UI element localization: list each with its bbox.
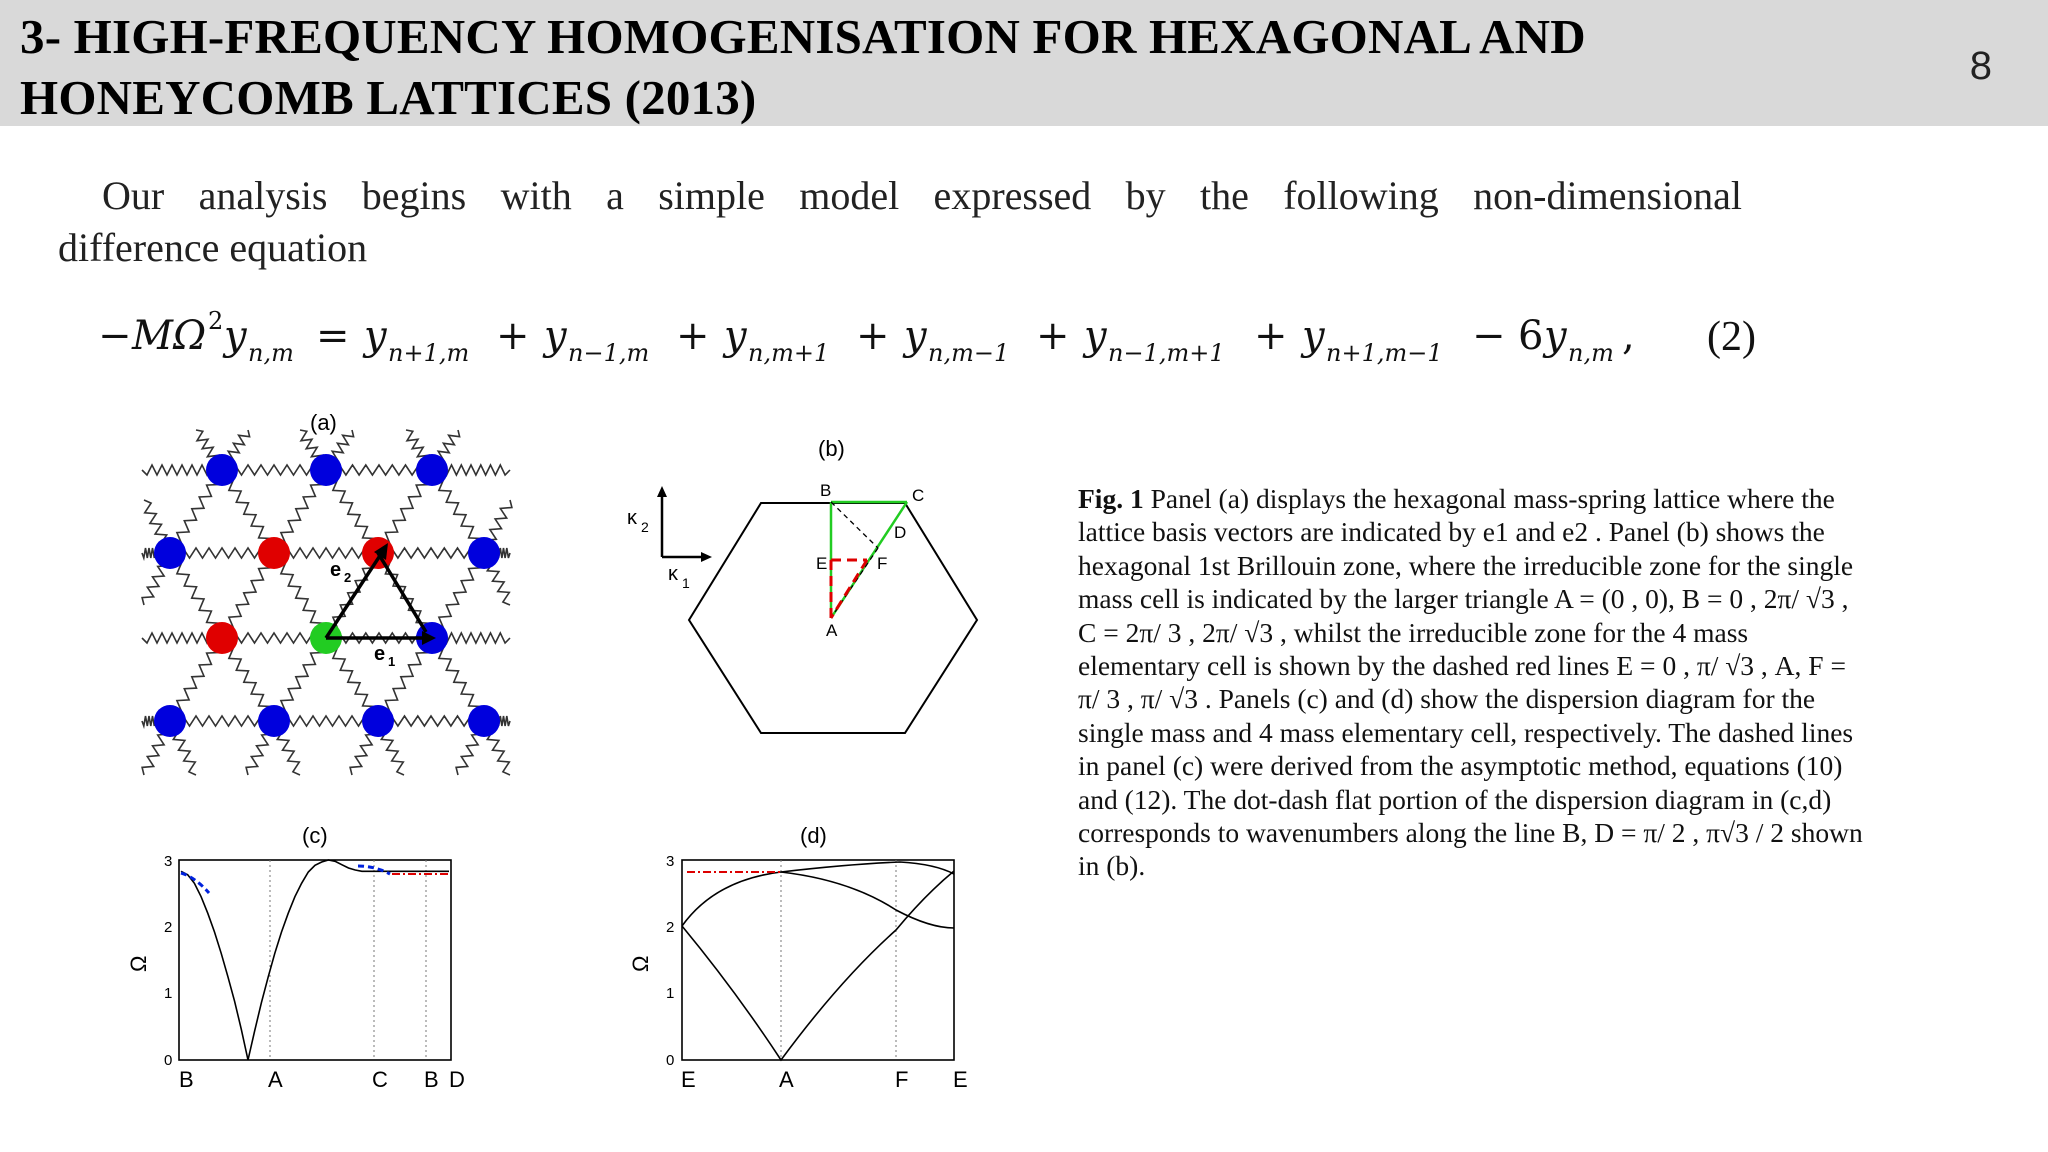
dispersion-curve-d2 (682, 872, 954, 928)
slide-title: 3- HIGH-FREQUENCY HOMOGENISATION FOR HEXAGONAL AND HONEYCOMB LATTICES (2013) (20, 9, 1586, 125)
c-ylabel: Ω (126, 955, 151, 972)
svg-text:+: + (1036, 313, 1070, 359)
svg-text:+: + (496, 313, 530, 359)
c-xtick-b2: B (424, 1067, 439, 1092)
d-xtick-f: F (895, 1067, 909, 1092)
panel-a (142, 410, 512, 775)
d-ylabel: Ω (628, 955, 653, 972)
mass-blue (416, 454, 448, 486)
c-xtick-d: D (449, 1067, 465, 1092)
mass-blue (258, 705, 290, 737)
point-c: C (912, 486, 925, 505)
svg-text:n,m: n,m (248, 339, 294, 367)
svg-text:n,m−1: n,m−1 (928, 339, 1010, 367)
svg-text:−: − (1472, 313, 1506, 359)
mass-blue (362, 705, 394, 737)
plot-c-frame (179, 860, 451, 1060)
panel-d-label: (d) (800, 823, 827, 848)
c-xtick-c: C (372, 1067, 388, 1092)
panel-b (627, 436, 977, 733)
intro-line-1: Our analysis begins with a simple model expressed by the following non-dimensional (102, 173, 1742, 218)
svg-text:6: 6 (1518, 313, 1544, 359)
panel-a-label: (a) (310, 410, 337, 435)
e2-label: e (330, 559, 342, 581)
svg-text:+: + (856, 313, 890, 359)
kappa1-sub: 1 (682, 575, 690, 591)
dispersion-curve-d1 (682, 871, 954, 1060)
d-ytick-0: 0 (666, 1052, 675, 1069)
d-ytick-2: 2 (666, 919, 675, 936)
e2-sub: 2 (344, 570, 352, 585)
svg-text:n+1,m−1: n+1,m−1 (1326, 339, 1443, 367)
dispersion-curve-c (181, 860, 449, 1060)
equation-number: (2) (1707, 314, 1756, 360)
svg-text:+: + (1254, 313, 1288, 359)
panel-c (126, 823, 465, 1092)
c-xtick-a: A (268, 1067, 283, 1092)
k-axes (627, 486, 712, 591)
svg-text:y: y (544, 313, 567, 359)
page-number: 8 (1969, 44, 1992, 88)
svg-text:n,m+1: n,m+1 (748, 339, 830, 367)
mass-blue (206, 454, 238, 486)
d-ytick-1: 1 (666, 985, 675, 1002)
svg-text:y: y (364, 313, 387, 359)
kappa2-sub: 2 (641, 519, 649, 535)
kappa2-label: κ (627, 507, 637, 529)
point-a: A (826, 621, 838, 640)
c-ytick-3: 3 (164, 853, 173, 870)
c-xtick-b: B (179, 1067, 194, 1092)
svg-text:n−1,m+1: n−1,m+1 (1108, 339, 1225, 367)
intro-line-2: difference equation (58, 225, 368, 270)
d-xtick-e2: E (953, 1067, 968, 1092)
mass-blue (310, 454, 342, 486)
mass-blue (468, 705, 500, 737)
svg-text:MΩ: MΩ (132, 313, 207, 359)
svg-text:y: y (224, 313, 247, 359)
dash-bd (831, 502, 878, 548)
svg-text:n+1,m: n+1,m (388, 339, 470, 367)
point-f: F (877, 554, 888, 573)
point-e: E (816, 554, 828, 573)
figure-caption (1078, 482, 1868, 883)
mass-blue (154, 705, 186, 737)
caption-text: Panel (a) displays the hexagonal mass-spring lattice where the lattice basis vectors are indicated by e1 and e2 . Panel (b) shows the hexagonal 1st Brillouin zone, where the irreducible zone for the single mass cell is indicated by the larger triangle A = (0 , 0), B = 0 , 2π/ √3 , C = 2π/ 3 , 2π/ √3 , whilst the irreducible zone for the 4 mass elementary cell is shown by the dashed red lines E = 0 , π/ √3 , A, F = π/ 3 , π/ √3 . Panels (c) and (d) show the dispersion diagram for the single mass and 4 mass elementary cell, respectively. The dashed lines in panel (c) were derived from the asymptotic method, equations (10) and (12). The dot-dash flat portion of the dispersion diagram in (c,d) corresponds to wavenumbers along the line B, D = π/ 2 , π√3 / 2 shown in (b). (1078, 483, 1863, 882)
mass-blue (154, 537, 186, 569)
svg-text:−: − (98, 313, 132, 359)
d-ytick-3: 3 (666, 853, 675, 870)
mass-red (258, 537, 290, 569)
mass-red (206, 622, 238, 654)
svg-text:y: y (1084, 313, 1107, 359)
c-ytick-1: 1 (164, 985, 173, 1002)
svg-text:,: , (1622, 313, 1635, 359)
mass-blue (468, 537, 500, 569)
svg-text:y: y (904, 313, 927, 359)
d-xtick-a: A (779, 1067, 794, 1092)
svg-text:y: y (724, 313, 747, 359)
point-d: D (894, 523, 907, 542)
svg-text:=: = (316, 313, 350, 359)
svg-text:n−1,m: n−1,m (568, 339, 650, 367)
svg-text:y: y (1302, 313, 1325, 359)
c-ytick-0: 0 (164, 1052, 173, 1069)
point-b: B (820, 481, 832, 500)
svg-text:y: y (1544, 313, 1567, 359)
svg-text:n,m: n,m (1568, 339, 1614, 367)
brillouin-hexagon (689, 503, 977, 733)
panel-d (628, 823, 968, 1092)
e1-sub: 1 (388, 654, 396, 669)
c-ytick-2: 2 (164, 919, 173, 936)
dispersion-curve-d3 (781, 862, 954, 874)
svg-text:2: 2 (208, 307, 224, 335)
svg-text:+: + (676, 313, 710, 359)
panel-b-label: (b) (818, 436, 845, 461)
kappa1-label: κ (668, 563, 678, 585)
panel-c-label: (c) (302, 823, 328, 848)
d-xtick-e: E (681, 1067, 696, 1092)
caption-fig-label: Fig. 1 (1078, 483, 1144, 514)
e1-label: e (374, 643, 386, 665)
